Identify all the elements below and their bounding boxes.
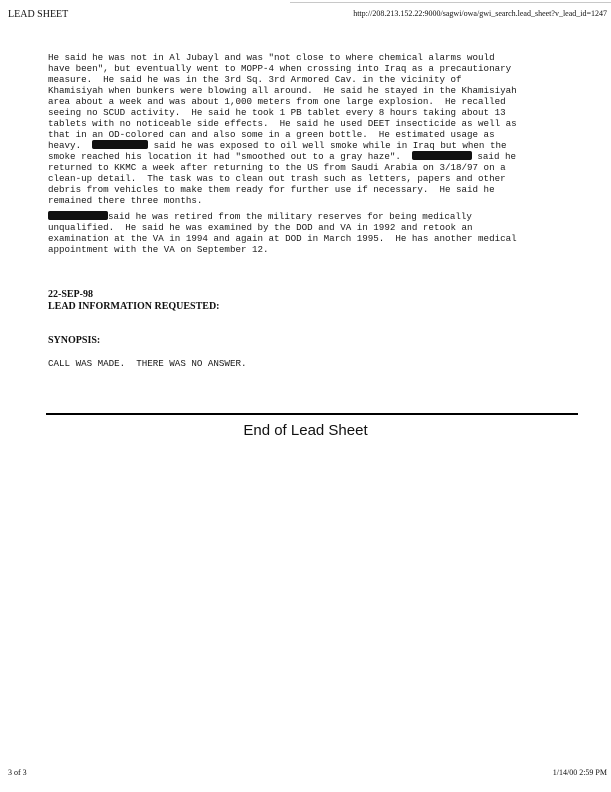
para2-line-1 <box>48 211 578 222</box>
para1-line-2: have been", but eventually went to MOPP-4 when crossing into Iraq as a precautionary <box>48 63 512 74</box>
para1-line-6: seeing no SCUD activity. He said he took 1 PB tablet every 8 hours taking about 13 <box>48 107 506 118</box>
synopsis-text: CALL WAS MADE. THERE WAS NO ANSWER. <box>48 358 247 369</box>
synopsis-label: SYNOPSIS: <box>48 335 101 346</box>
redaction-bar <box>48 211 108 220</box>
para2-line-2: unqualified. He said he was examined by the DOD and VA in 1992 and retook an <box>48 222 473 233</box>
line9-end: said he was exposed to oil well smoke while in Iraq but when the <box>148 140 507 151</box>
para2-line-3: examination at the VA in 1994 and again at DOD in March 1995. He has another medical <box>48 233 517 244</box>
page-url: http://208.213.152.22:9000/sagwi/owa/gwi_search.lead_sheet?v_lead_id=1247 <box>353 9 607 18</box>
para2-line-1-text: said he was retired from the military reserves for being medically <box>108 211 472 222</box>
para1-line-12: clean-up detail. The task was to clean out trash such as letters, papers and other <box>48 173 506 184</box>
para1-line-8: that in an OD-colored can and also some in a green bottle. He estimated usage as <box>48 129 495 140</box>
entry-date: 22-SEP-98 <box>48 289 93 300</box>
redaction-bar <box>92 140 148 149</box>
para1-line-13: debris from vehicles to make them ready for further use if necessary. He said he <box>48 184 495 195</box>
page-number: 3 of 3 <box>8 768 27 777</box>
line10-start: smoke reached his location it had "smoothed out to a gray haze". <box>48 151 412 162</box>
para1-line-11: returned to KKMC a week after returning to the US from Saudi Arabia on 3/18/97 on a <box>48 162 506 173</box>
para1-line-1: He said he was not in Al Jubayl and was "not close to where chemical alarms would <box>48 52 495 63</box>
document-title: LEAD SHEET <box>8 9 69 20</box>
para1-line-3: measure. He said he was in the 3rd Sq. 3rd Armored Cav. in the vicinity of <box>48 74 462 85</box>
para1-line-4: Khamisiyah when bunkers were blowing all around. He said he stayed in the Khamisiyah <box>48 85 517 96</box>
para1-line-14: remained there three months. <box>48 195 203 206</box>
para1-line-9 <box>48 140 578 151</box>
para1-line-5: area about a week and was about 1,000 meters from one large explosion. He recalled <box>48 96 506 107</box>
para1-line-7: tablets with no noticeable side effects. He said he used DEET insecticide as well as <box>48 118 517 129</box>
line9-start: heavy. <box>48 140 93 151</box>
top-rule <box>290 2 611 3</box>
redaction-bar <box>412 151 472 160</box>
para1-line-10 <box>48 151 578 162</box>
line10-end: said he <box>471 151 516 162</box>
divider <box>46 413 578 415</box>
print-timestamp: 1/14/00 2:59 PM <box>552 768 607 777</box>
lead-info-label: LEAD INFORMATION REQUESTED: <box>48 301 220 312</box>
end-of-lead-sheet-title: End of Lead Sheet <box>243 422 368 439</box>
para2-line-4: appointment with the VA on September 12. <box>48 244 269 255</box>
